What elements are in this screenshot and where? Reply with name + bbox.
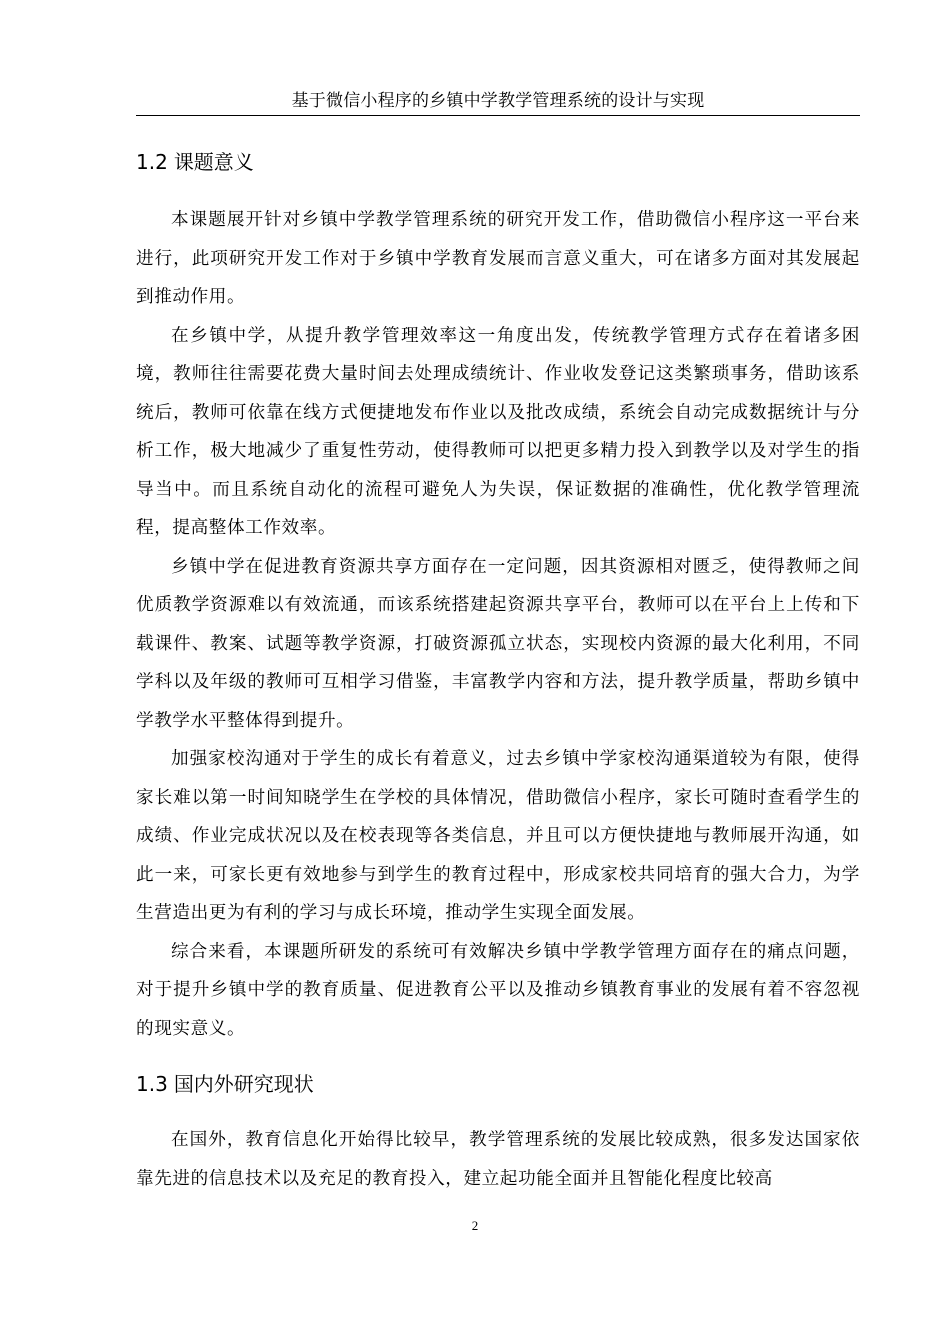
section-title: 国内外研究现状 xyxy=(173,1072,314,1096)
section-body-1-3 xyxy=(136,1121,860,1198)
section-heading-1-2 xyxy=(136,148,254,176)
header-rule xyxy=(136,115,860,116)
paragraph: 综合来看，本课题所研发的系统可有效解决乡镇中学教学管理方面存在的痛点问题，对于提升乡镇中学的教育质量、促进教育公平以及推动乡镇教育事业的发展有着不容忽视的现实意义。 xyxy=(136,941,860,1039)
paragraph: 加强家校沟通对于学生的成长有着意义，过去乡镇中学家校沟通渠道较为有限，使得家长难以第一时间知晓学生在学校的具体情况，借助微信小程序，家长可随时查看学生的成绩、作业完成状况以及在校表现等各类信息，并且可以方便快捷地与教师展开沟通，如此一来，可家长更有效地参与到学生的教育过程中，形成家校共同培育的强大合力，为学生营造出更为有利的学习与成长环境，推动学生实现全面发展。 xyxy=(136,749,860,923)
paragraph: 在乡镇中学，从提升教学管理效率这一角度出发，传统教学管理方式存在着诸多困境，教师往往需要花费大量时间去处理成绩统计、作业收发登记这类繁琐事务，借助该系统后，教师可依靠在线方式便捷地发布作业以及批改成绩，系统会自动完成数据统计与分析工作，极大地减少了重复性劳动，使得教师可以把更多精力投入到教学以及对学生的指导当中。而且系统自动化的流程可避免人为失误，保证数据的准确性，优化教学管理流程，提高整体工作效率。 xyxy=(136,325,860,538)
running-header: 基于微信小程序的乡镇中学教学管理系统的设计与实现 xyxy=(291,91,705,111)
section-number: 1.2 xyxy=(136,150,168,174)
section-body-1-2 xyxy=(136,201,860,1048)
paragraph: 本课题展开针对乡镇中学教学管理系统的研究开发工作，借助微信小程序这一平台来进行，此项研究开发工作对于乡镇中学教育发展而言意义重大，可在诸多方面对其发展起到推动作用。 xyxy=(136,210,860,307)
page-number: 2 xyxy=(471,1218,479,1233)
section-number: 1.3 xyxy=(136,1072,168,1096)
paragraph: 乡镇中学在促进教育资源共享方面存在一定问题，因其资源相对匮乏，使得教师之间优质教学资源难以有效流通，而该系统搭建起资源共享平台，教师可以在平台上上传和下载课件、教案、试题等教学资源，打破资源孤立状态，实现校内资源的最大化利用，不同学科以及年级的教师可互相学习借鉴，丰富教学内容和方法，提升教学质量，帮助乡镇中学教学水平整体得到提升。 xyxy=(136,556,860,731)
section-title: 课题意义 xyxy=(173,150,254,174)
section-heading-1-3 xyxy=(136,1070,314,1098)
paragraph: 在国外，教育信息化开始得比较早，教学管理系统的发展比较成熟，很多发达国家依靠先进的信息技术以及充足的教育投入，建立起功能全面并且智能化程度比较高 xyxy=(136,1130,860,1189)
